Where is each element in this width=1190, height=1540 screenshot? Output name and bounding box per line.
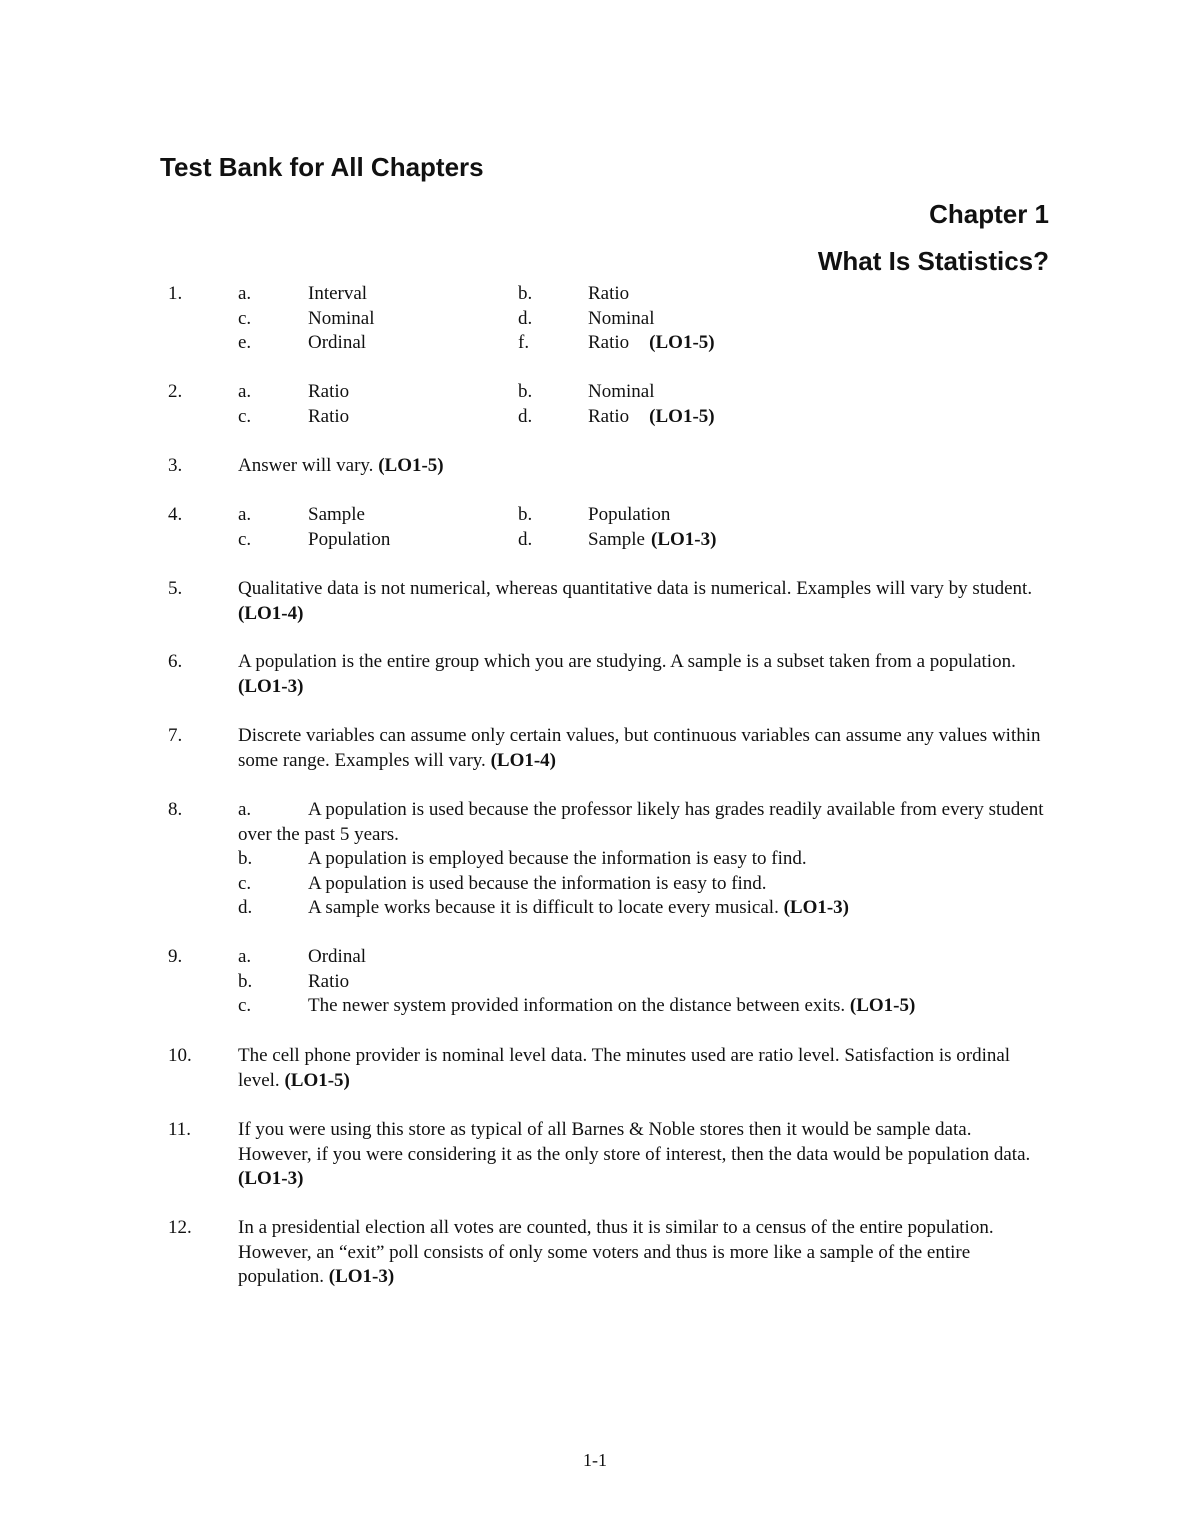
learning-objective-tag: (LO1-5) bbox=[284, 1069, 350, 1091]
question-number: 12. bbox=[168, 1217, 192, 1238]
learning-objective-tag: (LO1-3) bbox=[238, 1168, 304, 1190]
option-letter: a. bbox=[238, 504, 252, 525]
question-answer bbox=[238, 945, 1048, 1019]
answer-paragraph bbox=[238, 577, 1048, 626]
option-text-group bbox=[588, 307, 655, 332]
answer-row bbox=[238, 380, 1048, 405]
option-text: Ratio bbox=[588, 283, 630, 304]
learning-objective-tag: (LO1-4) bbox=[238, 602, 304, 624]
sub-answer bbox=[238, 798, 1048, 847]
question-number: 8. bbox=[168, 799, 183, 820]
question-number: 4. bbox=[168, 504, 183, 525]
sub-answer-text bbox=[238, 798, 1048, 847]
answer-paragraph bbox=[238, 1216, 1048, 1290]
sub-answer-text bbox=[238, 994, 1048, 1019]
question-number: 7. bbox=[168, 725, 183, 746]
option-letter: c. bbox=[238, 405, 252, 427]
question-answer bbox=[238, 503, 1048, 552]
question-number: 5. bbox=[168, 578, 183, 599]
option-letter: c. bbox=[238, 307, 252, 329]
learning-objective-tag: (LO1-4) bbox=[490, 749, 556, 771]
answer-text: Ordinal bbox=[308, 946, 367, 967]
answer-text: The cell phone provider is nominal level data. The minutes used are ratio level. Satisfaction is ordinal level. bbox=[238, 1045, 1011, 1091]
option-letter: a. bbox=[238, 381, 252, 402]
learning-objective-tag: (LO1-3) bbox=[238, 675, 304, 697]
answer-row bbox=[238, 528, 1048, 553]
document-title: Test Bank for All Chapters bbox=[160, 152, 484, 182]
sub-answer-text bbox=[238, 970, 1048, 995]
option-text-group bbox=[588, 405, 715, 430]
question-answer bbox=[238, 380, 1048, 429]
sub-answer-text bbox=[238, 872, 1048, 897]
option-text-group bbox=[588, 528, 716, 553]
learning-objective-tag: (LO1-5) bbox=[649, 405, 715, 427]
question-number: 1. bbox=[168, 283, 183, 304]
answer-row bbox=[238, 282, 1048, 307]
question-answer bbox=[238, 577, 1048, 626]
page-number: 1-1 bbox=[583, 1450, 607, 1470]
sub-letter: c. bbox=[238, 995, 252, 1017]
option-text: Ratio bbox=[308, 381, 350, 402]
answer-text: Discrete variables can assume only certain values, but continuous variables can assume any values within some range. Examples will vary. bbox=[238, 725, 1041, 771]
chapter-title: What Is Statistics? bbox=[817, 246, 1049, 276]
answer-paragraph bbox=[238, 724, 1048, 773]
sub-letter: b. bbox=[238, 970, 253, 992]
sub-answer bbox=[238, 847, 1048, 872]
answer-text: In a presidential election all votes are counted, thus it is similar to a census of the entire population. However, an “exit” poll consists of only some voters and thus is more like a sample of the entire population. bbox=[238, 1217, 994, 1288]
option-letter: b. bbox=[518, 504, 533, 525]
question-answer bbox=[238, 724, 1048, 773]
answer-paragraph bbox=[238, 1118, 1048, 1192]
answer-text: A population is used because the information is easy to find. bbox=[308, 872, 767, 894]
learning-objective-tag: (LO1-5) bbox=[649, 332, 715, 354]
question-answer bbox=[238, 650, 1048, 699]
option-letter: c. bbox=[238, 528, 252, 550]
question-answer bbox=[238, 1216, 1048, 1290]
answer-row bbox=[238, 331, 1048, 356]
option-text: Ordinal bbox=[308, 332, 367, 354]
option-letter: d. bbox=[518, 307, 533, 329]
question-answer bbox=[238, 282, 1048, 356]
sub-letter: d. bbox=[238, 897, 253, 919]
option-text-group bbox=[588, 331, 715, 356]
option-text: Ratio bbox=[308, 405, 350, 427]
option-text: Nominal bbox=[588, 307, 655, 329]
sub-answer bbox=[238, 896, 1048, 921]
question-number: 9. bbox=[168, 946, 183, 967]
option-text: Population bbox=[308, 528, 391, 550]
option-letter: d. bbox=[518, 405, 533, 427]
question-answer bbox=[238, 798, 1048, 921]
option-text: Nominal bbox=[588, 381, 655, 402]
sub-answer bbox=[238, 970, 1048, 995]
option-text: Sample bbox=[588, 528, 645, 550]
answer-text: The newer system provided information on the distance between exits. bbox=[308, 995, 846, 1017]
option-text: Ratio bbox=[588, 405, 630, 427]
question-answer bbox=[238, 454, 1048, 479]
option-letter: a. bbox=[238, 283, 252, 304]
option-text: Population bbox=[588, 504, 671, 525]
sub-answer-text bbox=[238, 945, 1048, 970]
question-number: 6. bbox=[168, 651, 183, 672]
learning-objective-tag: (LO1-3) bbox=[651, 528, 717, 550]
option-text: Sample bbox=[308, 504, 365, 525]
answer-row bbox=[238, 503, 1048, 528]
chapter-number: Chapter 1 bbox=[929, 199, 1049, 229]
option-text: Nominal bbox=[308, 307, 375, 329]
answer-paragraph bbox=[238, 650, 1048, 699]
sub-letter: a. bbox=[238, 946, 252, 967]
question-number: 2. bbox=[168, 381, 183, 402]
sub-answer bbox=[238, 994, 1048, 1019]
question-answer bbox=[238, 1118, 1048, 1192]
answer-text: A population is employed because the information is easy to find. bbox=[308, 848, 807, 870]
sub-answer-text bbox=[238, 847, 1048, 872]
sub-answer bbox=[238, 872, 1048, 897]
sub-letter: c. bbox=[238, 872, 252, 894]
learning-objective-tag: (LO1-3) bbox=[783, 897, 850, 919]
answer-text: If you were using this store as typical of all Barnes & Noble stores then it would be sample data. However, if you were considering it as the only store of interest, then the data would be population data. bbox=[238, 1119, 1031, 1165]
option-letter: b. bbox=[518, 381, 533, 402]
option-letter: d. bbox=[518, 528, 533, 550]
question-number: 11. bbox=[168, 1119, 192, 1140]
question-number: 3. bbox=[168, 455, 183, 476]
answer-text: A population is the entire group which you are studying. A sample is a subset taken from a population. bbox=[238, 651, 1016, 672]
question-number: 10. bbox=[168, 1045, 192, 1066]
answer-row bbox=[238, 405, 1048, 430]
answer-text: Qualitative data is not numerical, whereas quantitative data is numerical. Examples will vary by student. bbox=[238, 578, 1033, 599]
option-letter: b. bbox=[518, 283, 533, 304]
learning-objective-tag: (LO1-5) bbox=[378, 455, 444, 476]
sub-letter: b. bbox=[238, 848, 253, 870]
answer-paragraph bbox=[238, 454, 1048, 479]
answer-text: A population is used because the professor likely has grades readily available from every student over the past 5 years. bbox=[238, 799, 1044, 845]
question-answer bbox=[238, 1044, 1048, 1093]
answer-text: Ratio bbox=[308, 970, 350, 992]
option-text-group bbox=[588, 282, 629, 307]
answer-text: A sample works because it is difficult to locate every musical. bbox=[308, 897, 779, 919]
sub-answer bbox=[238, 945, 1048, 970]
sub-answer-text bbox=[238, 896, 1048, 921]
option-letter: e. bbox=[238, 332, 252, 354]
learning-objective-tag: (LO1-3) bbox=[328, 1266, 395, 1288]
option-letter: f. bbox=[518, 332, 530, 354]
sub-letter: a. bbox=[238, 799, 252, 820]
answer-row bbox=[238, 307, 1048, 332]
answer-text: Answer will vary. bbox=[238, 455, 374, 476]
answer-paragraph bbox=[238, 1044, 1048, 1093]
option-text: Ratio bbox=[588, 332, 630, 354]
option-text-group bbox=[588, 503, 670, 528]
option-text: Interval bbox=[308, 283, 368, 304]
learning-objective-tag: (LO1-5) bbox=[849, 995, 916, 1017]
option-text-group bbox=[588, 380, 655, 405]
